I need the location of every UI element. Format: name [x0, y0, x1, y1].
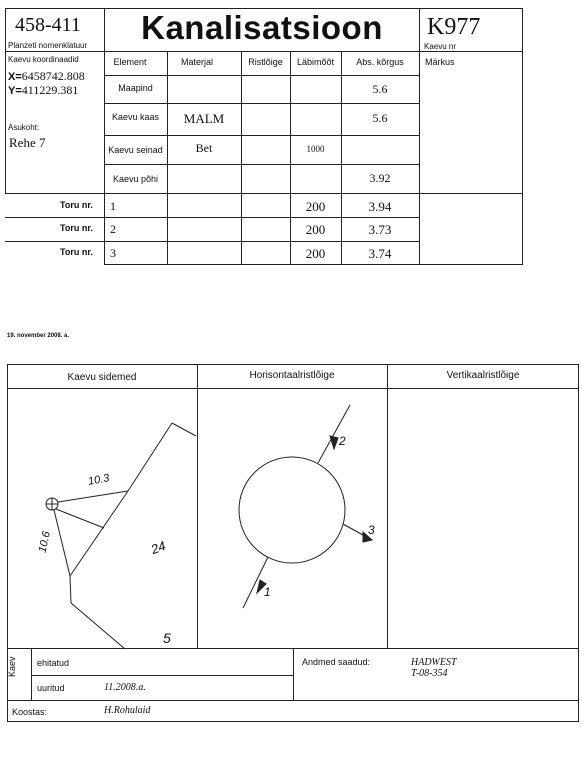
well-caption: Kaevu nr — [424, 42, 457, 51]
pipe-labimoot: 200 — [305, 222, 326, 237]
source-value: T-08-354 — [411, 668, 448, 679]
well-circle — [239, 457, 345, 563]
ties-header: Kaevu sidemed — [67, 372, 137, 383]
pipe-label: Toru nr. — [60, 223, 93, 233]
row-labimoot: 1000 — [306, 144, 325, 154]
coord-x-value: 6458742.808 — [21, 69, 85, 83]
row-korgus: 5.6 — [372, 82, 388, 96]
surveyed-value: 11.2008.a. — [104, 682, 146, 693]
row-materjal: Bet — [195, 141, 213, 155]
tie-label: 5 — [163, 630, 171, 646]
row-label: Maapind — [118, 83, 153, 93]
coord-y-value: 411229.381 — [21, 83, 79, 97]
coord-x-label: X= — [8, 71, 22, 83]
pipe-nr: 2 — [110, 222, 116, 236]
col-header-materjal: Materjal — [180, 57, 213, 67]
address-value: Rehe 7 — [9, 135, 46, 150]
pipe-arrow-icon — [330, 436, 338, 449]
row-label: Kaevu kaas — [111, 112, 160, 122]
col-header-element: Element — [113, 57, 147, 67]
row-materjal: MALM — [183, 111, 225, 126]
pipe-label: 1 — [264, 585, 271, 599]
surveyed-label: uuritud — [37, 683, 65, 693]
pipe-nr: 3 — [110, 246, 116, 260]
kaev-label: Kaev — [7, 656, 17, 677]
pipe-labimoot: 200 — [305, 199, 326, 214]
date-line: 19. november 2008. a. — [7, 333, 70, 339]
page-title: Kanalisatsioon — [141, 9, 383, 46]
author-row — [7, 700, 579, 722]
pipe-label: Toru nr. — [60, 247, 93, 257]
coords-caption: Kaevu koordinaadid — [8, 55, 79, 64]
tie-label: 10.6 — [36, 530, 53, 554]
col-header-ristloige: Ristlõige — [248, 57, 283, 67]
horizontal-section-header: Horisontaalristlõige — [249, 370, 335, 381]
pipe-korgus: 3.74 — [368, 246, 392, 261]
vertical-section-header: Vertikaalristlõige — [446, 370, 520, 381]
footer-line — [31, 675, 293, 676]
source-label: Andmed saadud: — [302, 657, 371, 667]
author-label: Koostas: — [12, 707, 48, 717]
source-value: HADWEST — [411, 657, 457, 668]
pipe-label: 3 — [368, 523, 375, 537]
well-number: K977 — [427, 14, 481, 40]
coord-y-label: Y= — [8, 85, 22, 97]
pipe-korgus: 3.94 — [368, 199, 392, 214]
col-header-korgus: Abs. kõrgus — [356, 57, 404, 67]
col-header-markus: Märkus — [425, 57, 455, 67]
author-value: H.Rohulaid — [104, 705, 151, 716]
pipe-nr: 1 — [110, 199, 116, 213]
tie-label: 24 — [148, 537, 168, 558]
tie-label: 10.3 — [87, 472, 111, 488]
sheet-number: 458-411 — [15, 14, 81, 36]
row-label: Kaevu seinad — [108, 145, 163, 155]
row-korgus: 3.92 — [369, 171, 391, 185]
row-label: Kaevu põhi — [112, 174, 159, 184]
pipe-labimoot: 200 — [305, 246, 326, 261]
footer-line — [293, 648, 294, 701]
pipe-label: Toru nr. — [60, 200, 93, 210]
row-korgus: 5.6 — [372, 111, 388, 125]
pipe-label: 2 — [339, 434, 346, 448]
built-label: ehitatud — [37, 658, 70, 668]
address-caption: Asukoht: — [8, 123, 40, 132]
pipe-korgus: 3.73 — [368, 222, 392, 237]
col-header-labimoot: Läbimõõt — [296, 57, 335, 67]
sheet-caption: Planzeti nomenklatuur — [8, 41, 88, 50]
